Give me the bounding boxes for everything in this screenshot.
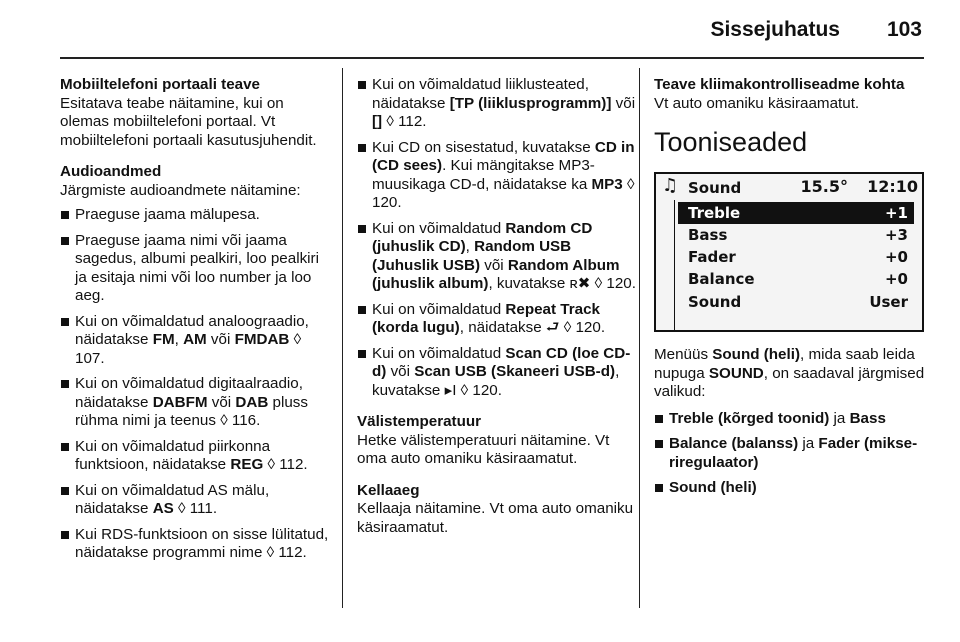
list-item: Kui CD on sisestatud, kuvatakse CD in (CD sees). Kui mängitakse MP3-muusikaga CD-d, näidatakse ka MP3 ◊ 120. [357,139,637,213]
page-header [60,14,924,48]
climate-heading: Teave kliimakontrolliseadme kohta [654,76,905,93]
list-item: Kui on võimaldatud AS mälu, näidatakse AS ◊ 111. [60,482,332,519]
screen-temperature: 15.5° [800,177,848,196]
screen-row-bass[interactable]: Bass +3 [688,226,908,244]
screen-divider [674,200,675,330]
audio-list-continued [357,76,637,400]
list-item: Balance (balanss) ja Fader (mikse-riregulaator) [654,435,929,472]
list-item: Sound (heli) [654,479,929,498]
climate-text: Vt auto omaniku käsiraamatut. [654,94,860,112]
list-item: Kui on võimaldatud piirkonna funktsioon, näidatakse REG ◊ 112. [60,438,332,475]
column-3 [654,76,929,505]
column-1 [60,76,332,570]
screen-title: Sound [688,179,742,197]
audio-heading: Audioandmed [60,163,162,180]
outside-temp-heading: Välistemperatuur [357,413,482,430]
header-rule [60,57,924,59]
list-item: Treble (kõrged toonid) ja Bass [654,410,929,429]
screen-status-bar [656,174,922,200]
list-item: Kui on võimaldatud Random CD (juhuslik CD), Random USB (Juhuslik USB) või Random Album (juhuslik album), kuvatakse ʀ✖ ◊ 120. [357,220,637,294]
page-number: 103 [886,18,922,41]
menu-text: Menüüs Sound (heli), mida saab leida nupuga SOUND, on saadaval järgmised valikud: [654,346,925,400]
outside-temp-text: Hetke välistemperatuuri näitamine. Vt oma auto omaniku käsiraamatut. [357,431,610,467]
list-item: Kui on võimaldatud analoograadio, näidatakse FM, AM või FMDAB ◊ 107. [60,313,332,369]
column-divider-1 [342,68,343,608]
sound-options-list [654,410,929,498]
list-item: Praeguse jaama nimi või jaama sagedus, albumi pealkiri, loo pealkiri ja esitaja nimi või loo number ja loo aeg. [60,232,332,306]
column-2 [357,76,637,550]
sound-settings-screen [654,172,924,332]
audio-list [60,206,332,563]
page-title: Sissejuhatus [710,18,840,41]
screen-clock: 12:10 [867,177,918,196]
screen-row-sound[interactable]: Sound User [688,293,908,311]
screen-row-fader[interactable]: Fader +0 [688,248,908,266]
column-divider-2 [639,68,640,608]
screen-row-treble[interactable]: Treble +1 [678,202,914,224]
section-title: Tooniseaded [654,127,808,157]
list-item: Kui on võimaldatud Repeat Track (korda lugu), näidatakse ⮐ ◊ 120. [357,301,637,338]
list-item: Praeguse jaama mälupesa. [60,206,332,225]
list-item: Kui RDS-funktsioon on sisse lülitatud, näidatakse programmi nime ◊ 112. [60,526,332,563]
screen-row-balance[interactable]: Balance +0 [688,270,908,288]
portal-heading: Mobiiltelefoni portaali teave [60,76,261,93]
music-note-icon: ♫ [662,175,679,196]
list-item: Kui on võimaldatud liiklusteated, näidatakse [TP (liiklusprogramm)] või [] ◊ 112. [357,76,637,132]
clock-heading: Kellaaeg [357,481,420,499]
list-item: Kui on võimaldatud digitaalraadio, näidatakse DABFM või DAB pluss rühma nimi ja teenus ◊ 116. [60,375,332,431]
portal-text: Esitatava teabe näitamine, kui on olemas mobiiltelefoni portaal. Vt mobiiltelefoni portaali kasutusjuhendit. [60,94,317,149]
clock-text: Kellaaja näitamine. Vt oma auto omaniku käsiraamatut. [357,500,634,536]
audio-intro: Järgmiste audioandmete näitamine: [60,181,301,199]
list-item: Kui on võimaldatud Scan CD (loe CD-d) või Scan USB (Skaneeri USB-d), kuvatakse ▸I ◊ 120. [357,345,637,401]
